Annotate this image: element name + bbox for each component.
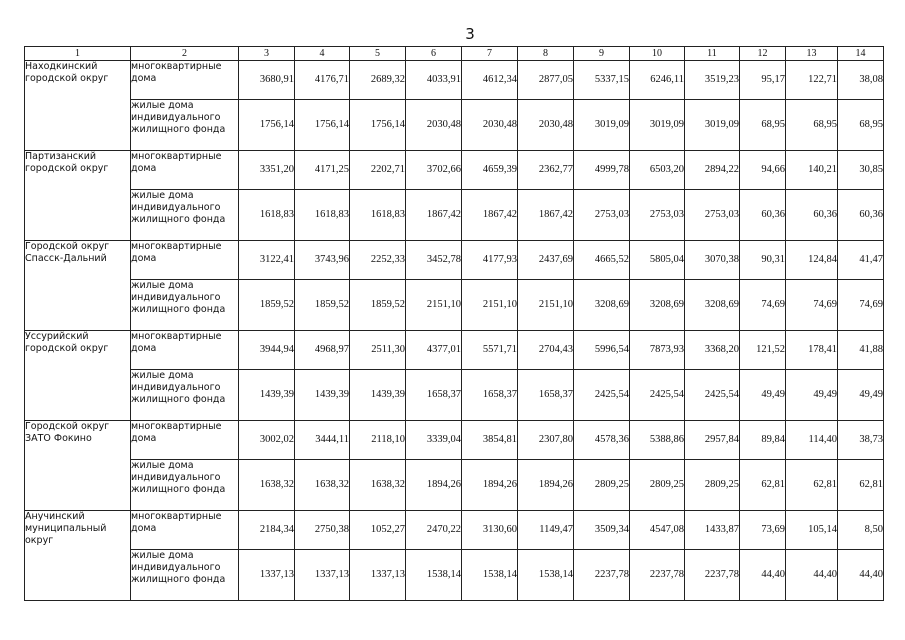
value-cell: 2425,54 [685,370,740,421]
housing-type: жилые дома индивидуального жилищного фонда [131,460,239,511]
municipality-name: Городской округ ЗАТО Фокино [25,421,131,511]
value-cell: 1867,42 [406,190,462,241]
value-cell: 2202,71 [350,151,406,190]
table-row [25,190,884,241]
value-cell: 44,40 [838,550,884,601]
value-cell: 1859,52 [350,280,406,331]
value-cell: 1756,14 [350,100,406,151]
value-cell: 4033,91 [406,61,462,100]
value-cell: 1894,26 [462,460,518,511]
value-cell: 1638,32 [295,460,350,511]
table-body [25,61,884,601]
value-cell: 7873,93 [630,331,685,370]
housing-type: многоквартирные дома [131,511,239,550]
value-cell: 1638,32 [239,460,295,511]
value-cell: 62,81 [838,460,884,511]
table-row [25,100,884,151]
value-cell: 1538,14 [462,550,518,601]
value-cell: 3743,96 [295,241,350,280]
value-cell: 95,17 [740,61,786,100]
value-cell: 2957,84 [685,421,740,460]
value-cell: 1538,14 [518,550,574,601]
value-cell: 68,95 [740,100,786,151]
value-cell: 1867,42 [518,190,574,241]
value-cell: 30,85 [838,151,884,190]
value-cell: 1337,13 [350,550,406,601]
column-header: 1 [25,47,131,61]
value-cell: 3452,78 [406,241,462,280]
table-row [25,151,884,190]
value-cell: 2877,05 [518,61,574,100]
value-cell: 3122,41 [239,241,295,280]
header-row [25,47,884,61]
housing-type: многоквартирные дома [131,241,239,280]
column-header: 7 [462,47,518,61]
value-cell: 2425,54 [574,370,630,421]
value-cell: 3680,91 [239,61,295,100]
value-cell: 38,73 [838,421,884,460]
value-cell: 4999,78 [574,151,630,190]
value-cell: 3208,69 [574,280,630,331]
value-cell: 8,50 [838,511,884,550]
value-cell: 2894,22 [685,151,740,190]
value-cell: 5996,54 [574,331,630,370]
value-cell: 4968,97 [295,331,350,370]
value-cell: 1867,42 [462,190,518,241]
value-cell: 3854,81 [462,421,518,460]
value-cell: 2237,78 [630,550,685,601]
value-cell: 4578,36 [574,421,630,460]
column-header: 11 [685,47,740,61]
table-row [25,61,884,100]
value-cell: 1337,13 [239,550,295,601]
municipality-name: Партизанский городской округ [25,151,131,241]
value-cell: 178,41 [786,331,838,370]
value-cell: 2118,10 [350,421,406,460]
value-cell: 2151,10 [406,280,462,331]
value-cell: 3208,69 [685,280,740,331]
value-cell: 2252,33 [350,241,406,280]
value-cell: 2151,10 [518,280,574,331]
value-cell: 1337,13 [295,550,350,601]
value-cell: 1439,39 [239,370,295,421]
value-cell: 1638,32 [350,460,406,511]
page-number: 3 [465,25,475,43]
column-header: 4 [295,47,350,61]
value-cell: 1859,52 [295,280,350,331]
column-header: 10 [630,47,685,61]
value-cell: 74,69 [786,280,838,331]
housing-type: жилые дома индивидуального жилищного фонда [131,280,239,331]
tariff-table [24,46,884,601]
municipality-name: Городской округ Спасск-Дальний [25,241,131,331]
value-cell: 2689,32 [350,61,406,100]
value-cell: 5388,86 [630,421,685,460]
value-cell: 3019,09 [574,100,630,151]
value-cell: 2307,80 [518,421,574,460]
value-cell: 41,47 [838,241,884,280]
value-cell: 1439,39 [350,370,406,421]
value-cell: 68,95 [838,100,884,151]
value-cell: 2151,10 [462,280,518,331]
value-cell: 2809,25 [574,460,630,511]
value-cell: 1756,14 [295,100,350,151]
value-cell: 2030,48 [462,100,518,151]
value-cell: 140,21 [786,151,838,190]
table-row [25,280,884,331]
value-cell: 2809,25 [685,460,740,511]
value-cell: 1894,26 [406,460,462,511]
value-cell: 3130,60 [462,511,518,550]
table-row [25,511,884,550]
value-cell: 3019,09 [630,100,685,151]
value-cell: 1149,47 [518,511,574,550]
value-cell: 4171,25 [295,151,350,190]
value-cell: 1433,87 [685,511,740,550]
value-cell: 1618,83 [239,190,295,241]
housing-type: жилые дома индивидуального жилищного фонда [131,100,239,151]
value-cell: 41,88 [838,331,884,370]
value-cell: 60,36 [786,190,838,241]
value-cell: 3509,34 [574,511,630,550]
value-cell: 5571,71 [462,331,518,370]
value-cell: 4177,93 [462,241,518,280]
value-cell: 2237,78 [574,550,630,601]
value-cell: 68,95 [786,100,838,151]
table-row [25,241,884,280]
value-cell: 2753,03 [630,190,685,241]
value-cell: 62,81 [740,460,786,511]
value-cell: 1658,37 [462,370,518,421]
value-cell: 2704,43 [518,331,574,370]
value-cell: 1618,83 [295,190,350,241]
housing-type: жилые дома индивидуального жилищного фонда [131,190,239,241]
value-cell: 1538,14 [406,550,462,601]
value-cell: 73,69 [740,511,786,550]
value-cell: 114,40 [786,421,838,460]
column-header: 14 [838,47,884,61]
value-cell: 3944,94 [239,331,295,370]
value-cell: 3519,23 [685,61,740,100]
value-cell: 90,31 [740,241,786,280]
value-cell: 1894,26 [518,460,574,511]
value-cell: 4659,39 [462,151,518,190]
value-cell: 89,84 [740,421,786,460]
value-cell: 1859,52 [239,280,295,331]
value-cell: 2425,54 [630,370,685,421]
value-cell: 60,36 [740,190,786,241]
value-cell: 1756,14 [239,100,295,151]
housing-type: многоквартирные дома [131,151,239,190]
column-header: 12 [740,47,786,61]
municipality-name: Анучинский муниципальный округ [25,511,131,601]
value-cell: 44,40 [740,550,786,601]
value-cell: 3070,38 [685,241,740,280]
value-cell: 4176,71 [295,61,350,100]
value-cell: 38,08 [838,61,884,100]
municipality-name: Уссурийский городской округ [25,331,131,421]
value-cell: 2511,30 [350,331,406,370]
value-cell: 1658,37 [406,370,462,421]
column-header: 13 [786,47,838,61]
column-header: 5 [350,47,406,61]
value-cell: 1439,39 [295,370,350,421]
value-cell: 3351,20 [239,151,295,190]
value-cell: 6246,11 [630,61,685,100]
value-cell: 1658,37 [518,370,574,421]
value-cell: 3002,02 [239,421,295,460]
value-cell: 2753,03 [574,190,630,241]
value-cell: 62,81 [786,460,838,511]
value-cell: 2750,38 [295,511,350,550]
column-header: 6 [406,47,462,61]
value-cell: 49,49 [838,370,884,421]
value-cell: 60,36 [838,190,884,241]
column-header: 8 [518,47,574,61]
table-row [25,421,884,460]
value-cell: 5337,15 [574,61,630,100]
value-cell: 94,66 [740,151,786,190]
table-row [25,331,884,370]
value-cell: 5805,04 [630,241,685,280]
column-header: 3 [239,47,295,61]
value-cell: 74,69 [838,280,884,331]
value-cell: 2184,34 [239,511,295,550]
municipality-name: Находкинский городской округ [25,61,131,151]
housing-type: жилые дома индивидуального жилищного фонда [131,550,239,601]
table-row [25,460,884,511]
housing-type: многоквартирные дома [131,331,239,370]
value-cell: 4547,08 [630,511,685,550]
value-cell: 2362,77 [518,151,574,190]
value-cell: 44,40 [786,550,838,601]
value-cell: 2030,48 [406,100,462,151]
value-cell: 49,49 [740,370,786,421]
value-cell: 3339,04 [406,421,462,460]
value-cell: 4665,52 [574,241,630,280]
value-cell: 3444,11 [295,421,350,460]
value-cell: 3208,69 [630,280,685,331]
value-cell: 2237,78 [685,550,740,601]
value-cell: 105,14 [786,511,838,550]
value-cell: 3702,66 [406,151,462,190]
value-cell: 4377,01 [406,331,462,370]
value-cell: 122,71 [786,61,838,100]
value-cell: 4612,34 [462,61,518,100]
value-cell: 74,69 [740,280,786,331]
housing-type: многоквартирные дома [131,61,239,100]
value-cell: 49,49 [786,370,838,421]
table-row [25,370,884,421]
table-row [25,550,884,601]
value-cell: 3368,20 [685,331,740,370]
value-cell: 6503,20 [630,151,685,190]
value-cell: 2030,48 [518,100,574,151]
value-cell: 124,84 [786,241,838,280]
value-cell: 2437,69 [518,241,574,280]
value-cell: 2809,25 [630,460,685,511]
value-cell: 2470,22 [406,511,462,550]
value-cell: 3019,09 [685,100,740,151]
column-header: 9 [574,47,630,61]
value-cell: 2753,03 [685,190,740,241]
value-cell: 1052,27 [350,511,406,550]
column-header: 2 [131,47,239,61]
housing-type: жилые дома индивидуального жилищного фонда [131,370,239,421]
value-cell: 1618,83 [350,190,406,241]
value-cell: 121,52 [740,331,786,370]
housing-type: многоквартирные дома [131,421,239,460]
